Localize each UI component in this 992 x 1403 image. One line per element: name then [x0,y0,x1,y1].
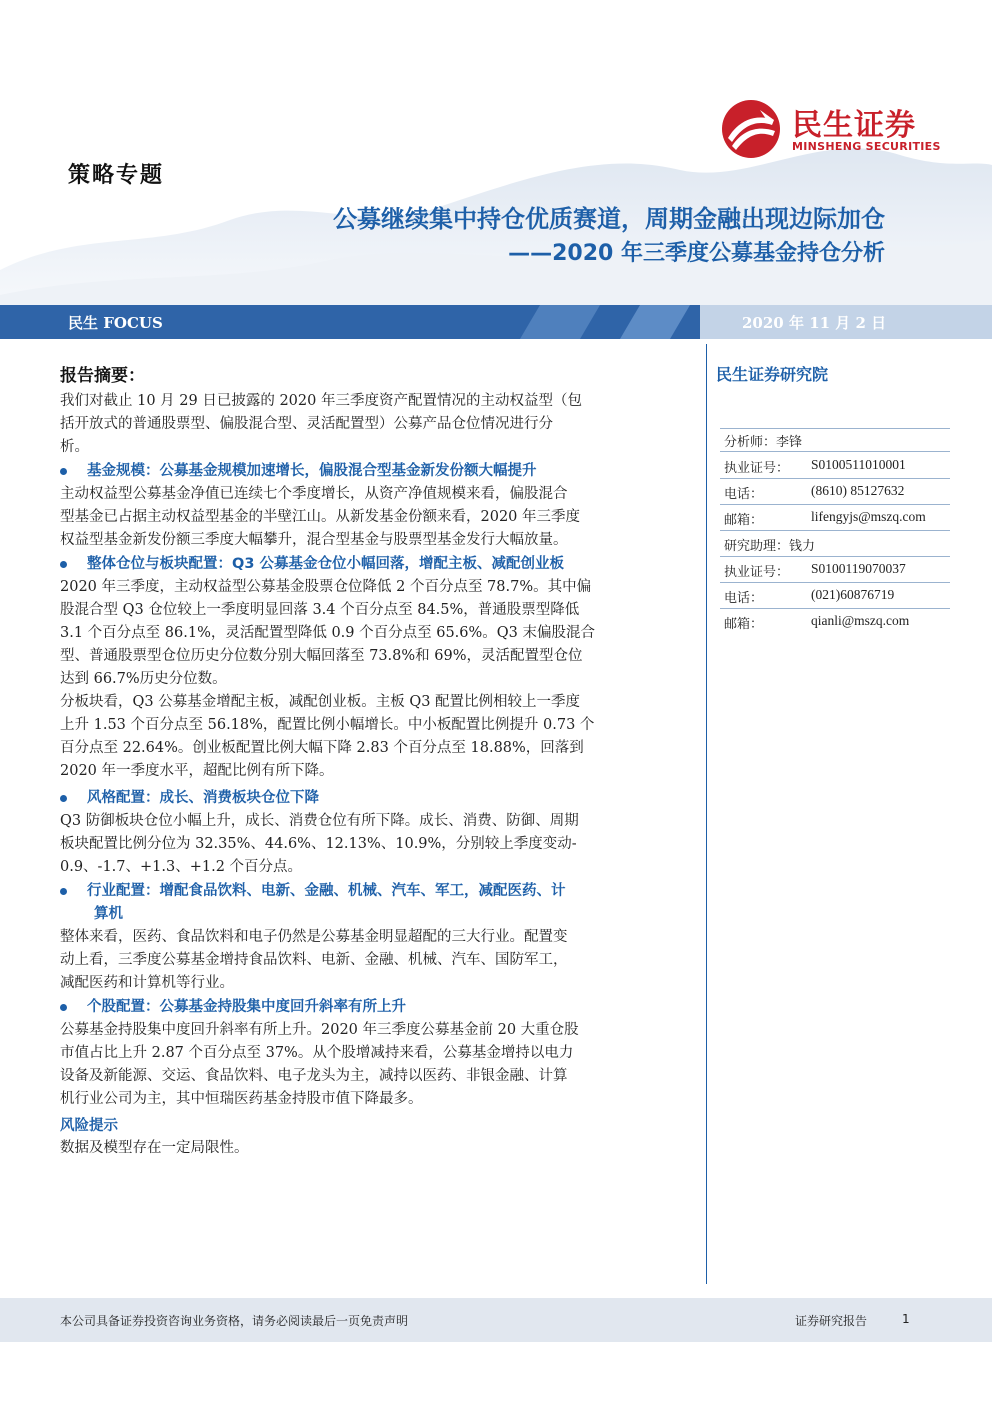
analyst-name: 李锋 [776,435,803,450]
assistant-license-label: 执业证号： [724,565,790,580]
section-stock-allocation: 个股配置：公募基金持股集中度回升斜率有所上升 公募基金持股集中度回升斜率有所上升。2020 年三季度公募基金前 20 大重仓股 市值占比上升 2.87 个百分点至 37%。从个股增减持来看，公募基金增持以电力 设备及新能源、交运、食品饮料、电子龙头为主，减持以医药、非银金融、计算 机行业公司为主，其中恒瑞医药基金持股市值下降最多。 [60,996,690,1111]
analyst-email-value[interactable]: lifengyjs@mszq.com [811,509,926,524]
bullet-icon [60,888,67,895]
summary-intro: 我们对截止 10 月 29 日已披露的 2020 年三季度资产配置情况的主动权益型（包 括开放式的普通股票型、偏股混合型、灵活配置型）公募产品仓位情况进行分 析。 [60,393,582,455]
sidebar-rule [720,556,950,557]
sidebar-rule [720,478,950,479]
page-number: 1 [902,1312,910,1326]
analyst-label: 分析师：李锋 [724,435,803,450]
section-style-allocation: 风格配置：成长、消费板块仓位下降 Q3 防御板块仓位小幅上升，成长、消费仓位有所下降。成长、消费、防御、周期 板块配置比例分位为 32.35%、44.6%、12.13%、10.9%，分别较上季度变动- 0.9、-1.7、+1.3、+1.2 个百分点。 [60,787,690,879]
bullet-icon [60,468,67,475]
main-title: 公募继续集中持仓优质赛道，周期金融出现边际加仓 [333,205,885,233]
analyst-license-label: 执业证号： [724,461,790,476]
bullet-icon [60,1004,67,1011]
section-heading: 行业配置：增配食品饮料、电新、金融、机械、汽车、军工，减配医药、计 [60,880,690,903]
section-heading: 整体仓位与板块配置：Q3 公募基金仓位小幅回落，增配主板、减配创业板 [60,553,690,576]
section-heading: 基金规模：公募基金规模加速增长，偏股混合型基金新发份额大幅提升 [60,460,690,483]
logo-en-text: MINSHENG SECURITIES [792,140,941,153]
analyst-email-label: 邮箱： [724,513,764,528]
risk-text: 数据及模型存在一定局限性。 [60,1140,249,1156]
section-heading: 个股配置：公募基金持股集中度回升斜率有所上升 [60,996,690,1019]
assistant-phone-value: (021)60876719 [811,587,895,602]
section-position-allocation: 整体仓位与板块配置：Q3 公募基金仓位小幅回落，增配主板、减配创业板 2020 年三季度，主动权益型公募基金股票仓位降低 2 个百分点至 78.7%。其中偏 股混合型 Q3 仓位较上一季度明显回落 3.4 个百分点至 84.5%，普通股票型降低 3.1 个百分点至 86.1%，灵活配置型降低 0.9 个百分点至 65.6%。Q3 末偏股混合 型、普通股票型仓位历史分位数分别大幅回落至 73.8%和 69%，灵活配置型仓位 达到 66.7%历史分位数。 分板块看，Q3 公募基金增配主板，减配创业板。主板 Q3 配置比例相较上一季度 上升 1.53 个百分点至 56.18%，配置比例小幅增长。中小板配置比例提升 0.73 个 百分点至 22.64%。创业板配置比例大幅下降 2.83 个百分点至 18.88%，回落到 2020 年一季度水平，超配比例有所下降。 [60,553,690,783]
summary-heading: 报告摘要： [60,366,145,386]
assistant-phone-label: 电话： [724,591,764,606]
bullet-icon [60,795,67,802]
sidebar-rule [720,428,950,429]
assistant-email-label: 邮箱： [724,617,764,632]
assistant-label: 研究助理：钱力 [724,539,816,554]
report-date: 2020 年 11 月 2 日 [742,314,887,332]
analyst-license-value: S0100511010001 [811,457,906,472]
footer-doc-type: 证券研究报告 [795,1314,868,1328]
sidebar-rule [720,504,950,505]
analyst-phone-value: (8610) 85127632 [811,483,905,498]
analyst-phone-label: 电话： [724,487,764,502]
sub-title: ——2020 年三季度公募基金持仓分析 [508,241,885,266]
assistant-name: 钱力 [789,539,816,554]
assistant-license-value: S0100119070037 [811,561,906,576]
sidebar-rule [720,451,950,452]
section-industry-allocation: 行业配置：增配食品饮料、电新、金融、机械、汽车、军工，减配医药、计 算机 整体来看，医药、食品饮料和电子仍然是公募基金明显超配的三大行业。配置变 动上看，三季度公募基金增持食品饮料、电新、金融、机械、汽车、国防军工， 减配医药和计算机等行业。 [60,880,690,995]
section-fund-size: 基金规模：公募基金规模加速增长，偏股混合型基金新发份额大幅提升 主动权益型公募基金净值已连续七个季度增长，从资产净值规模来看，偏股混合 型基金已占据主动权益型基金的半壁江山。从新发基金份额来看，2020 年三季度 权益型基金新发份额三季度大幅攀升，混合型基金与股票型基金发行大幅放量。 [60,460,690,552]
band-left-label: 民生 FOCUS [68,314,163,332]
column-divider [706,344,707,1284]
sidebar-title: 民生证券研究院 [716,365,829,384]
logo-cn-text: 民生证券 [792,108,916,143]
report-type: 策略专题 [68,162,165,188]
footer-disclaimer: 本公司具备证券投资咨询业务资格，请务必阅读最后一页免责声明 [60,1314,409,1328]
sidebar-rule [720,530,950,531]
risk-heading: 风险提示 [60,1118,118,1134]
sidebar-rule [720,608,950,609]
assistant-email-value[interactable]: qianli@mszq.com [811,613,910,628]
bullet-icon [60,561,67,568]
logo-emblem-icon [720,98,782,160]
sidebar-rule [720,582,950,583]
section-heading-continued: 算机 [94,906,123,922]
section-heading: 风格配置：成长、消费板块仓位下降 [60,787,690,810]
